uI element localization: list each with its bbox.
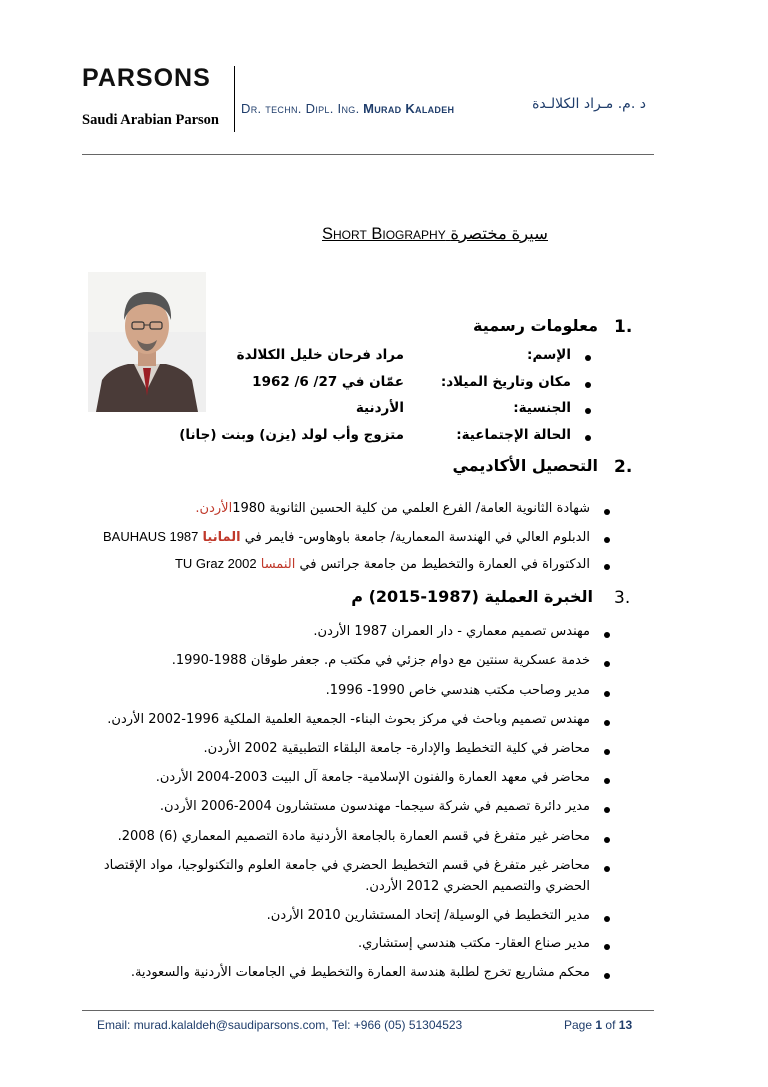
- education-country: المانيا: [202, 530, 241, 545]
- experience-item: محاضر غير متفرغ في قسم العمارة بالجامعة الأردنية مادة التصميم المعماري (6) 2008.: [117, 829, 590, 844]
- bullet: [604, 564, 610, 570]
- education-country: النمسا: [260, 557, 296, 572]
- bullet: [604, 916, 610, 922]
- experience-item: محاضر في معهد العمارة والفنون الإسلامية- جامعة آل البيت 2003-2004 الأردن.: [155, 770, 590, 785]
- company-logo: PARSONS: [82, 64, 211, 92]
- field-label: الجنسية:: [513, 400, 571, 416]
- education-country: الأردن.: [195, 501, 233, 516]
- header-rule: [82, 154, 654, 155]
- bullet: [604, 807, 610, 813]
- email-link[interactable]: murad.kalaldeh@saudiparsons.com,: [133, 1018, 329, 1032]
- author-name: [241, 101, 454, 116]
- portrait-photo: [88, 272, 206, 412]
- education-institution: TU Graz 2002: [174, 556, 257, 571]
- bullet: [604, 973, 610, 979]
- footer-contact: [97, 1018, 462, 1032]
- field-label: الإسم:: [527, 347, 571, 363]
- bullet: [604, 661, 610, 667]
- education-text: شهادة الثانوية العامة/ الفرع العلمي من كلية الحسين الثانوية 1980: [232, 501, 590, 516]
- page-title: [200, 224, 670, 244]
- bullet: [585, 355, 591, 361]
- header-divider: [234, 66, 235, 132]
- portrait-image: [88, 272, 206, 412]
- tel-value: +966 (05) 51304523: [353, 1018, 463, 1032]
- education-item: [175, 556, 590, 572]
- field-value: عمّان في 27/ 6/ 1962: [252, 374, 404, 390]
- bullet: [604, 749, 610, 755]
- bullet: [604, 866, 610, 872]
- bullet: [604, 632, 610, 638]
- experience-item: خدمة عسكرية سنتين مع دوام جزئي في مكتب م. جعفر طوقان 1988-1990.: [171, 653, 590, 668]
- experience-item: مهندس تصميم معماري - دار العمران 1987 الأردن.: [313, 624, 590, 639]
- bullet: [585, 435, 591, 441]
- experience-item: مدير صناع العقار- مكتب هندسي إستشاري.: [357, 936, 590, 951]
- field-label: مكان وتاريخ الميلاد:: [440, 374, 571, 390]
- bullet: [604, 509, 610, 515]
- education-text: الدبلوم العالي في الهندسة المعمارية/ جامعة باوهاوس- فايمر في: [244, 530, 590, 545]
- section1-title: معلومات رسمية: [473, 316, 598, 335]
- experience-item: مهندس تصميم وباحث في مركز بحوث البناء- الجمعية العلمية الملكية 1996-2002 الأردن.: [107, 712, 590, 727]
- experience-item-continuation: الحضري والتصميم الحضري 2012 الأردن.: [365, 879, 590, 894]
- bullet: [604, 720, 610, 726]
- page-label: Page: [564, 1018, 593, 1032]
- experience-item: مدير التخطيط في الوسيلة/ إتحاد المستشارين 2010 الأردن.: [266, 908, 590, 923]
- email-label: Email:: [97, 1018, 131, 1032]
- experience-item: محاضر غير متفرغ في قسم التخطيط الحضري في جامعة العلوم والتكنولوجيا، مواد الإقتصاد: [103, 858, 590, 873]
- section3-title: الخبرة العملية (1987-2015) م: [351, 587, 593, 606]
- bullet: [604, 944, 610, 950]
- experience-item: مدير وصاحب مكتب هندسي خاص 1990- 1996.: [325, 683, 590, 698]
- page-number: [564, 1018, 632, 1032]
- section2-number: 2.: [614, 457, 633, 477]
- field-value: متزوج وأب لولد (يزن) وبنت (جانا): [179, 427, 404, 443]
- bullet: [604, 691, 610, 697]
- page-of-label: of: [605, 1018, 616, 1032]
- education-item: [195, 501, 590, 516]
- author-name-arabic: د .م. مـراد الكلالـدة: [532, 96, 646, 112]
- author-name-bold: Murad Kaladeh: [363, 101, 455, 116]
- education-item: [103, 529, 590, 545]
- section1-number: 1.: [614, 317, 633, 337]
- education-text: الدكتوراة في العمارة والتخطيط من جامعة جراتس في: [299, 557, 590, 572]
- field-label: الحالة الإجتماعية:: [456, 427, 571, 443]
- bullet: [604, 837, 610, 843]
- section3-number: 3.: [614, 588, 631, 608]
- title-english: Short Biography: [322, 225, 446, 243]
- field-value: مراد فرحان خليل الكلالدة: [236, 347, 404, 363]
- experience-item: مدير دائرة تصميم في شركة سيجما- مهندسون مستشارون 2004-2006 الأردن.: [159, 799, 590, 814]
- bullet: [585, 382, 591, 388]
- bullet: [585, 408, 591, 414]
- tel-label: Tel:: [331, 1018, 351, 1032]
- bullet: [604, 537, 610, 543]
- company-name: Saudi Arabian Parson: [82, 112, 219, 128]
- field-value: الأردنية: [355, 400, 404, 416]
- education-institution: BAUHAUS 1987: [103, 529, 199, 544]
- title-arabic: سيرة مختصرة: [450, 225, 548, 243]
- page-current: 1: [595, 1018, 603, 1032]
- experience-item: محكم مشاريع تخرج لطلبة هندسة العمارة والتخطيط في الجامعات الأردنية والسعودية.: [130, 965, 590, 980]
- footer-rule: [82, 1010, 654, 1011]
- experience-item: محاضر في كلية التخطيط والإدارة- جامعة البلقاء التطبيقية 2002 الأردن.: [203, 741, 590, 756]
- bullet: [604, 778, 610, 784]
- page-total: 13: [618, 1018, 633, 1032]
- section2-title: التحصيل الأكاديمي: [452, 456, 598, 475]
- author-title: Dr. techn. Dipl. Ing.: [241, 101, 360, 116]
